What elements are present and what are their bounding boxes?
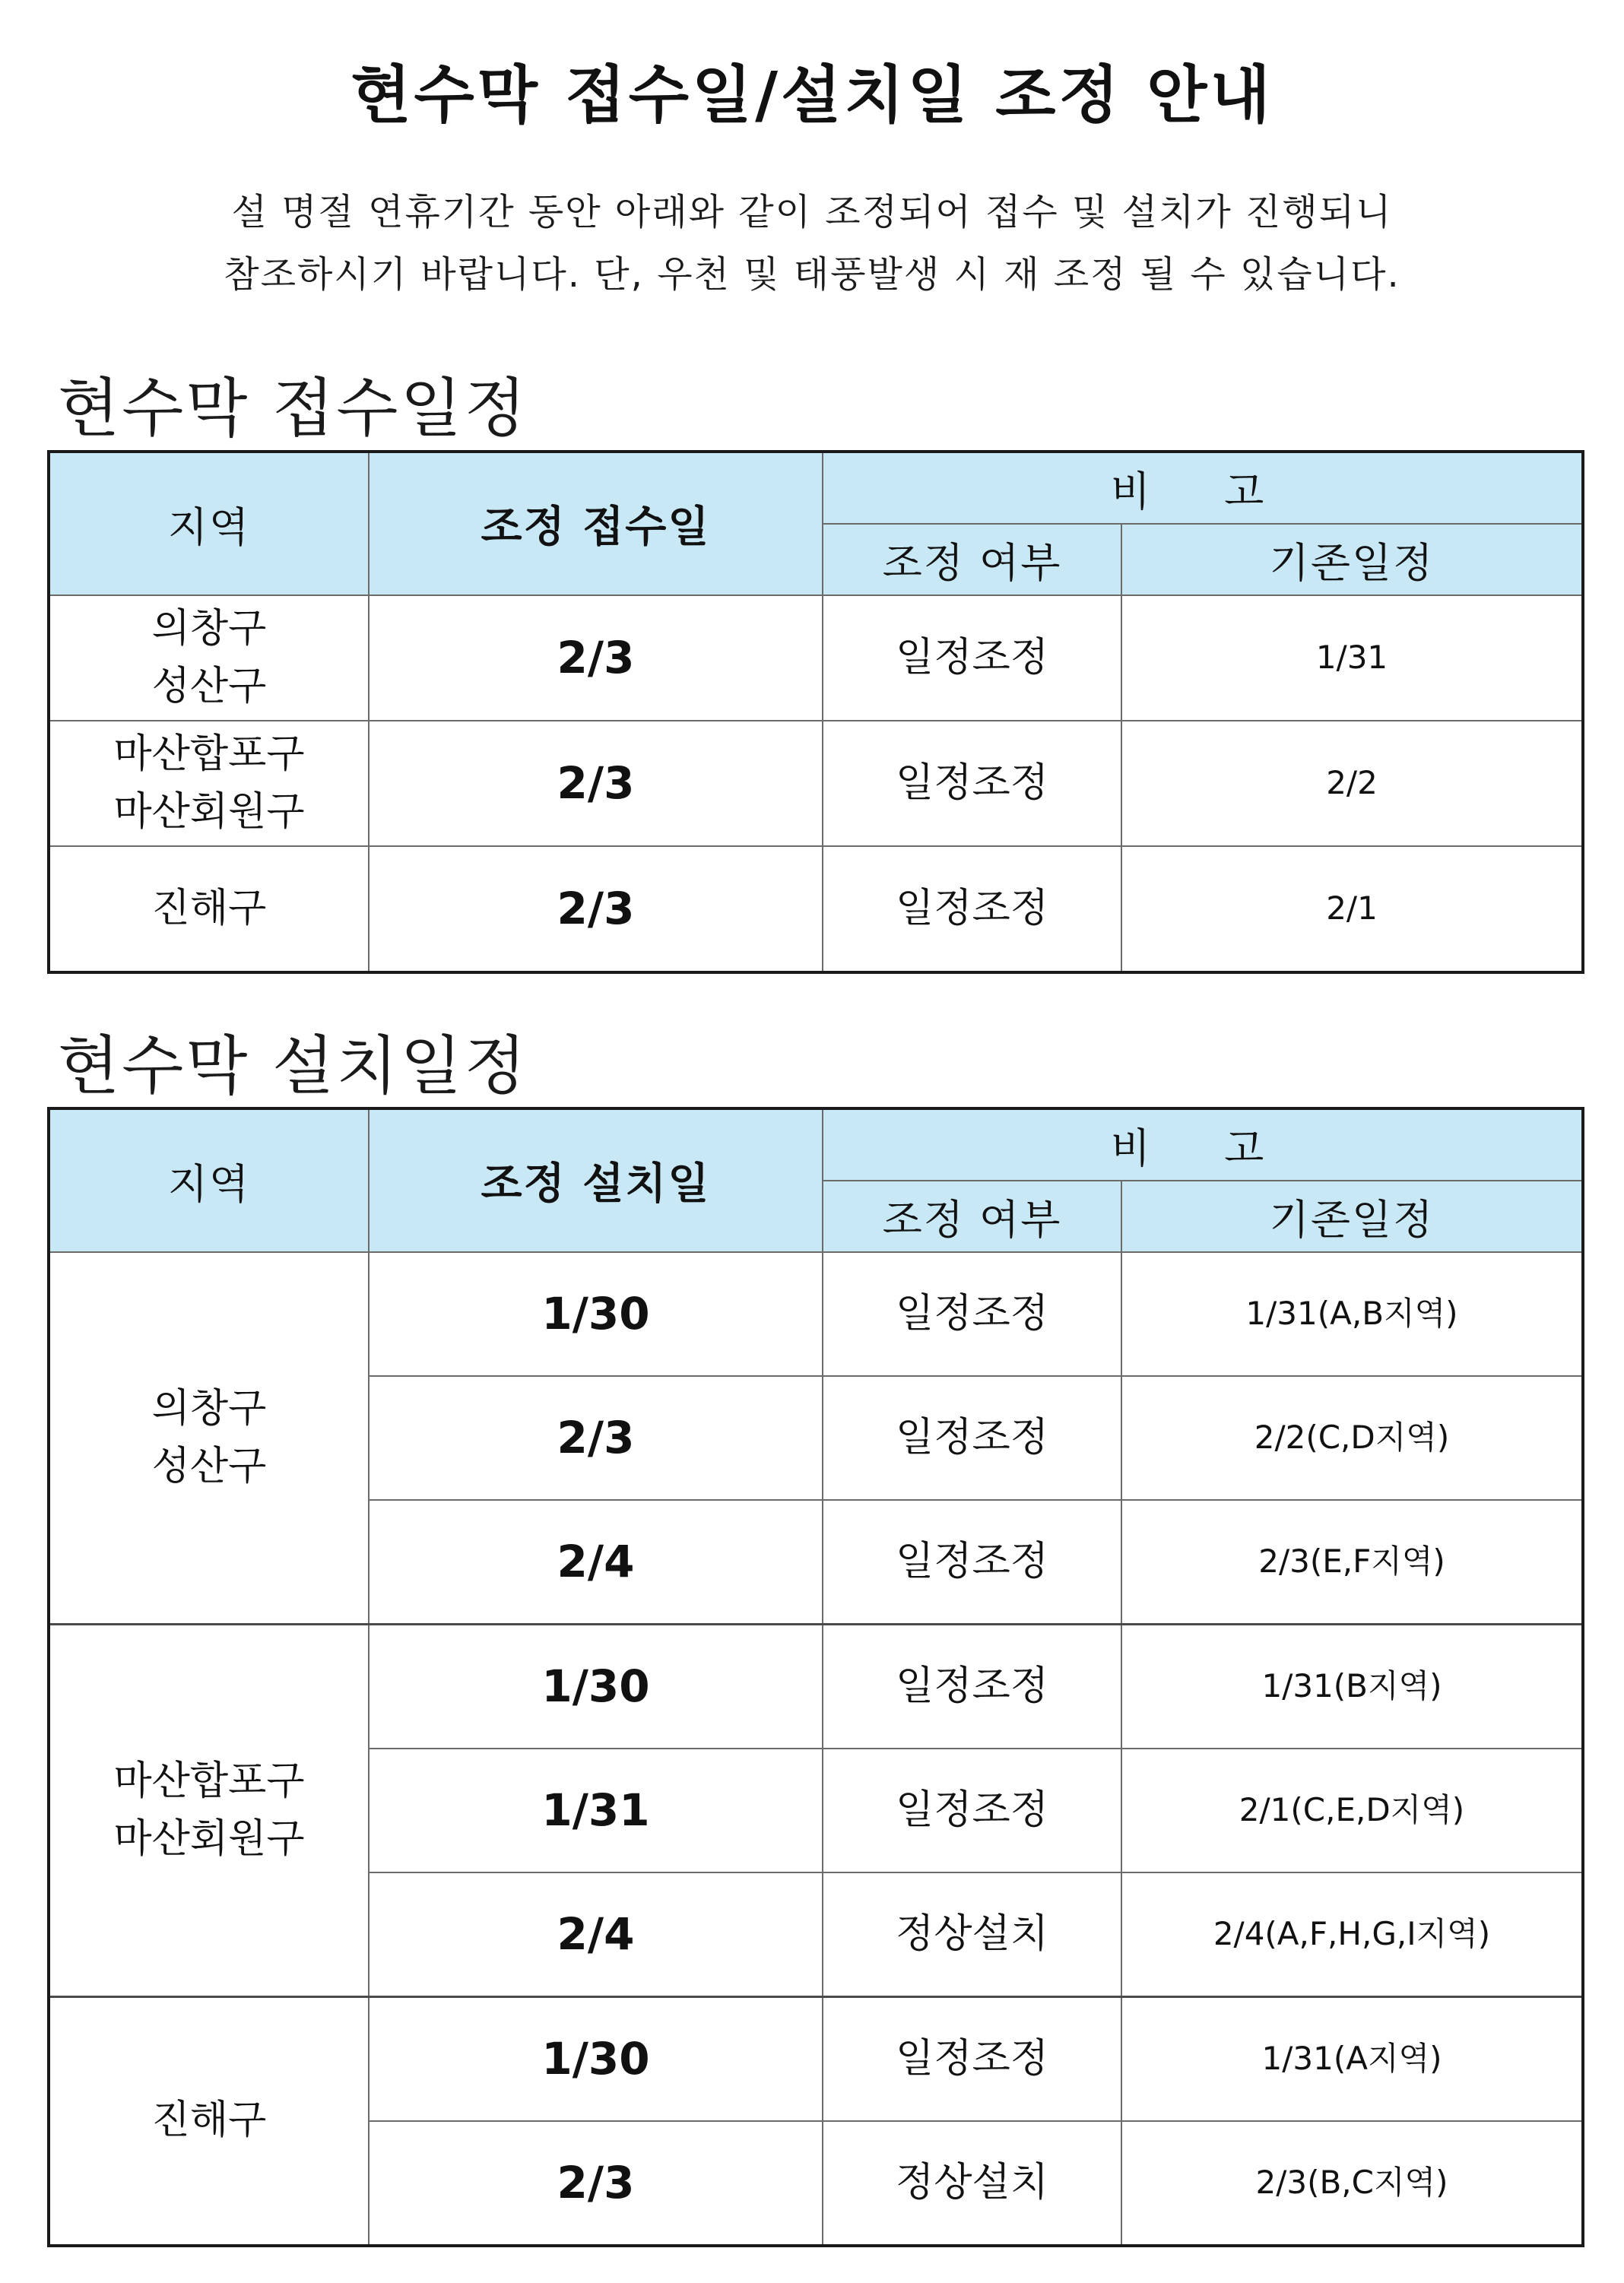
header-adjustment-status: 조정 여부 — [823, 524, 1121, 595]
region-name: 의창구 — [151, 1386, 267, 1432]
adjusted-date-cell: 2/3 — [369, 1376, 823, 1500]
adjusted-date-cell: 2/4 — [369, 1500, 823, 1625]
region-name: 마산합포구 — [113, 1758, 305, 1805]
original-schedule-cell: 1/31(B지역) — [1121, 1625, 1583, 1749]
original-schedule-cell: 2/2 — [1121, 721, 1583, 846]
original-schedule-cell: 2/4(A,F,H,G,I지역) — [1121, 1872, 1583, 1997]
original-schedule-cell: 2/1(C,E,D지역) — [1121, 1749, 1583, 1872]
adjustment-status-cell: 일정조정 — [823, 1500, 1121, 1625]
original-schedule-cell: 2/2(C,D지역) — [1121, 1376, 1583, 1500]
page-title: 현수막 접수일/설치일 조정 안내 — [350, 59, 1274, 132]
region-name: 성산구 — [151, 1443, 267, 1489]
reception-section-title: 현수막 접수일정 — [58, 371, 528, 446]
table-row — [49, 721, 1583, 846]
adjustment-status-cell: 일정조정 — [823, 595, 1121, 721]
region-name: 진해구 — [151, 2098, 267, 2144]
original-schedule-cell: 1/31(A지역) — [1121, 1997, 1583, 2122]
region-name: 성산구 — [151, 663, 267, 709]
adjusted-date-cell: 2/3 — [369, 721, 823, 846]
adjustment-status-cell: 일정조정 — [823, 721, 1121, 846]
adjusted-date-cell: 1/31 — [369, 1749, 823, 1872]
original-schedule-cell: 2/1 — [1121, 846, 1583, 972]
region-name: 마산합포구 — [113, 731, 305, 778]
table-row — [49, 595, 1583, 721]
region-cell — [49, 721, 369, 846]
region-name: 의창구 — [151, 606, 267, 652]
intro-line-2: 참조하시기 바랍니다. 단, 우천 및 태풍발생 시 재 조정 될 수 있습니다. — [224, 253, 1400, 296]
original-schedule-cell: 2/3(E,F지역) — [1121, 1500, 1583, 1625]
adjustment-status-cell: 일정조정 — [823, 1749, 1121, 1872]
header-region: 지역 — [49, 452, 369, 595]
header-adjusted-installation-date: 조정 설치일 — [369, 1108, 823, 1252]
header-remarks: 비 고 — [823, 1108, 1583, 1181]
installation-section-title: 현수막 설치일정 — [58, 1029, 528, 1103]
installation-table-body — [49, 1252, 1583, 2246]
header-adjustment-status: 조정 여부 — [823, 1181, 1121, 1252]
original-schedule-cell: 1/31 — [1121, 595, 1583, 721]
original-schedule-cell: 1/31(A,B지역) — [1121, 1252, 1583, 1376]
adjustment-status-cell: 일정조정 — [823, 846, 1121, 972]
region-name: 마산회원구 — [113, 1815, 305, 1862]
adjusted-date-cell: 2/3 — [369, 846, 823, 972]
installation-schedule-table — [47, 1107, 1584, 2247]
header-original-schedule: 기존일정 — [1121, 524, 1583, 595]
adjusted-date-cell: 1/30 — [369, 1997, 823, 2122]
adjusted-date-cell: 2/3 — [369, 595, 823, 721]
header-region: 지역 — [49, 1108, 369, 1252]
header-original-schedule: 기존일정 — [1121, 1181, 1583, 1252]
intro-line-1: 설 명절 연휴기간 동안 아래와 같이 조정되어 접수 및 설치가 진행되니 — [231, 191, 1393, 233]
adjusted-date-cell: 1/30 — [369, 1625, 823, 1749]
table-row — [49, 1625, 1583, 1749]
adjusted-date-cell: 2/3 — [369, 2121, 823, 2246]
region-cell — [49, 846, 369, 972]
adjustment-status-cell: 일정조정 — [823, 1376, 1121, 1500]
adjusted-date-cell: 1/30 — [369, 1252, 823, 1376]
region-name: 진해구 — [151, 885, 267, 931]
table-row — [49, 1997, 1583, 2122]
original-schedule-cell: 2/3(B,C지역) — [1121, 2121, 1583, 2246]
region-cell — [49, 1997, 369, 2247]
header-remarks: 비 고 — [823, 452, 1583, 524]
reception-schedule-table — [47, 450, 1584, 974]
region-cell — [49, 595, 369, 721]
adjustment-status-cell: 일정조정 — [823, 1252, 1121, 1376]
region-name: 마산회원구 — [113, 788, 305, 835]
table-row — [49, 846, 1583, 972]
header-adjusted-reception-date: 조정 접수일 — [369, 452, 823, 595]
adjustment-status-cell: 정상설치 — [823, 2121, 1121, 2246]
adjustment-status-cell: 정상설치 — [823, 1872, 1121, 1997]
reception-table-body — [49, 595, 1583, 972]
region-cell — [49, 1252, 369, 1625]
adjustment-status-cell: 일정조정 — [823, 1625, 1121, 1749]
table-row — [49, 1252, 1583, 1376]
region-cell — [49, 1625, 369, 1997]
adjusted-date-cell: 2/4 — [369, 1872, 823, 1997]
adjustment-status-cell: 일정조정 — [823, 1997, 1121, 2122]
